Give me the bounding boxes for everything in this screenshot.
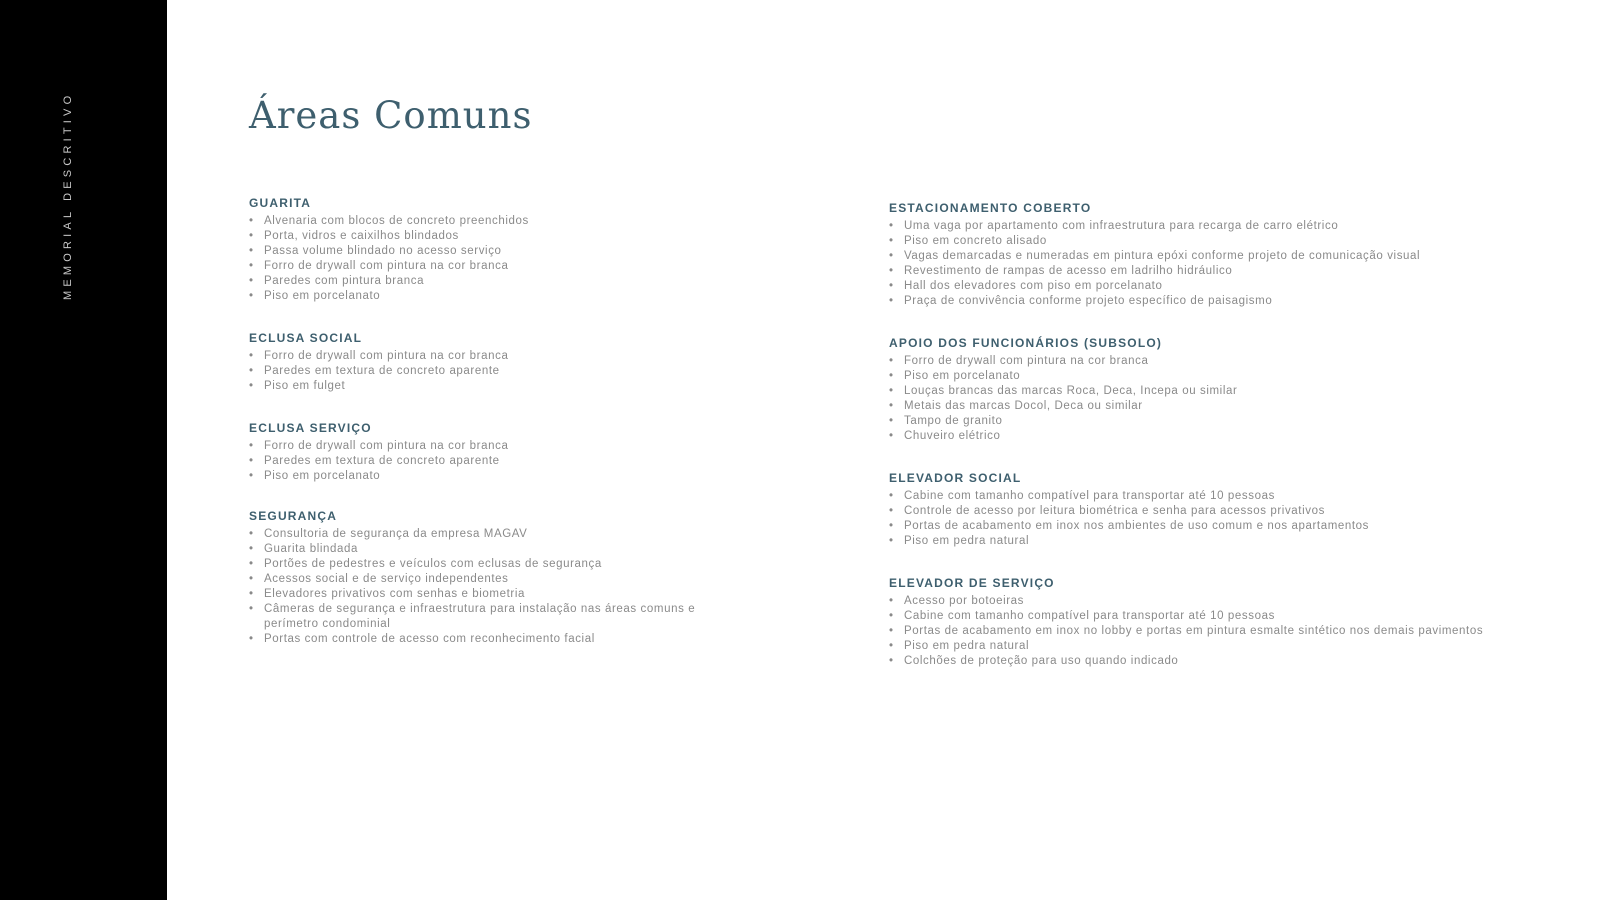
bullet-icon: • [889, 250, 894, 262]
list-item: • Forro de drywall com pintura na cor branca [249, 440, 509, 452]
list-item: • Guarita blindada [249, 543, 358, 555]
section-heading: ECLUSA SERVIÇO [249, 421, 372, 435]
list-item: • Paredes com pintura branca [249, 275, 425, 287]
section-eclusa-social [249, 330, 809, 394]
list-item: • Piso em porcelanato [249, 470, 381, 482]
bullet-icon: • [889, 415, 894, 427]
section-heading: ELEVADOR SOCIAL [889, 471, 1022, 485]
bullet-icon: • [249, 290, 254, 302]
list-item: • Portas de acabamento em inox no lobby e portas em pintura esmalte sintético nos demais pavimentos [889, 625, 1484, 637]
left-column [249, 195, 809, 673]
bullet-icon: • [249, 573, 254, 585]
section-heading: ELEVADOR DE SERVIÇO [889, 576, 1055, 590]
list-item: • Revestimento de rampas de acesso em ladrilho hidráulico [889, 265, 1233, 277]
list-item: • Piso em concreto alisado [889, 235, 1047, 247]
list-item: • Praça de convivência conforme projeto específico de paisagismo [889, 295, 1273, 307]
list-item: • Acessos social e de serviço independentes [249, 573, 509, 585]
item-list [249, 349, 809, 394]
section-heading: SEGURANÇA [249, 509, 338, 523]
bullet-icon: • [249, 455, 254, 467]
bullet-icon: • [249, 633, 254, 645]
bullet-icon: • [249, 365, 254, 377]
bullet-icon: • [889, 385, 894, 397]
list-item: • Porta, vidros e caixilhos blindados [249, 230, 459, 242]
bullet-icon: • [249, 230, 254, 242]
bullet-icon: • [249, 440, 254, 452]
item-list [889, 489, 1569, 549]
list-item: • Acesso por botoeiras [889, 595, 1025, 607]
bullet-icon: • [889, 595, 894, 607]
section-elevador-servico [889, 575, 1569, 669]
section-heading: ECLUSA SOCIAL [249, 331, 363, 345]
bullet-icon: • [889, 265, 894, 277]
list-item: • Paredes em textura de concreto aparente [249, 365, 500, 377]
bullet-icon: • [249, 350, 254, 362]
list-item: • Hall dos elevadores com piso em porcelanato [889, 280, 1163, 292]
list-item: • Chuveiro elétrico [889, 430, 1001, 442]
sidebar-label: MEMORIAL DESCRITIVO [62, 91, 74, 300]
bullet-icon: • [249, 260, 254, 272]
sidebar [0, 0, 167, 900]
list-item: • Forro de drywall com pintura na cor branca [249, 350, 509, 362]
bullet-icon: • [889, 355, 894, 367]
list-item: • Vagas demarcadas e numeradas em pintura epóxi conforme projeto de comunicação visual [889, 250, 1421, 262]
bullet-icon: • [889, 640, 894, 652]
bullet-icon: • [889, 505, 894, 517]
bullet-icon: • [889, 535, 894, 547]
list-item: • Metais das marcas Docol, Deca ou similar [889, 400, 1143, 412]
list-item: • Forro de drywall com pintura na cor branca [249, 260, 509, 272]
list-item: • Louças brancas das marcas Roca, Deca, Incepa ou similar [889, 385, 1238, 397]
section-heading: ESTACIONAMENTO COBERTO [889, 201, 1092, 215]
section-apoio-funcionarios [889, 335, 1569, 444]
list-item: • Piso em pedra natural [889, 535, 1030, 547]
section-heading: GUARITA [249, 196, 312, 210]
bullet-icon: • [889, 400, 894, 412]
bullet-icon: • [889, 235, 894, 247]
item-list [249, 527, 809, 647]
item-list [889, 594, 1569, 669]
list-item: • Piso em porcelanato [249, 290, 381, 302]
bullet-icon: • [889, 625, 894, 637]
bullet-icon: • [249, 275, 254, 287]
section-estacionamento-coberto [889, 200, 1569, 309]
item-list [249, 439, 809, 484]
section-guarita [249, 195, 809, 304]
list-item: • Piso em porcelanato [889, 370, 1021, 382]
bullet-icon: • [889, 655, 894, 667]
list-item: • Piso em pedra natural [889, 640, 1030, 652]
bullet-icon: • [249, 380, 254, 392]
list-item: • Portas de acabamento em inox nos ambientes de uso comum e nos apartamentos [889, 520, 1370, 532]
section-eclusa-servico [249, 420, 809, 484]
list-item: • Uma vaga por apartamento com infraestrutura para recarga de carro elétrico [889, 220, 1339, 232]
list-item: • Colchões de proteção para uso quando indicado [889, 655, 1179, 667]
bullet-icon: • [889, 295, 894, 307]
list-item: • Controle de acesso por leitura biométrica e senha para acessos privativos [889, 505, 1325, 517]
list-item: • Forro de drywall com pintura na cor branca [889, 355, 1149, 367]
list-item: • Consultoria de segurança da empresa MAGAV [249, 528, 528, 540]
list-item: • Passa volume blindado no acesso serviço [249, 245, 502, 257]
bullet-icon: • [889, 370, 894, 382]
bullet-icon: • [249, 470, 254, 482]
section-heading: APOIO DOS FUNCIONÁRIOS (SUBSOLO) [889, 336, 1163, 350]
list-item: • Alvenaria com blocos de concreto preenchidos [249, 215, 529, 227]
list-item: • Paredes em textura de concreto aparente [249, 455, 500, 467]
bullet-icon: • [889, 490, 894, 502]
list-item: • Cabine com tamanho compatível para transportar até 10 pessoas [889, 610, 1275, 622]
section-elevador-social [889, 470, 1569, 549]
item-list [889, 219, 1569, 309]
list-item: • Piso em fulget [249, 380, 346, 392]
list-item: • Elevadores privativos com senhas e biometria [249, 588, 525, 600]
page-title: Áreas Comuns [249, 94, 533, 137]
bullet-icon: • [249, 603, 254, 615]
bullet-icon: • [249, 543, 254, 555]
list-item: • Portões de pedestres e veículos com eclusas de segurança [249, 558, 602, 570]
bullet-icon: • [249, 245, 254, 257]
bullet-icon: • [889, 430, 894, 442]
list-item: • Cabine com tamanho compatível para transportar até 10 pessoas [889, 490, 1275, 502]
bullet-icon: • [249, 558, 254, 570]
bullet-icon: • [889, 610, 894, 622]
list-item: • Portas com controle de acesso com reconhecimento facial [249, 633, 595, 645]
bullet-icon: • [889, 520, 894, 532]
item-list [889, 354, 1569, 444]
section-seguranca [249, 508, 809, 647]
bullet-icon: • [249, 528, 254, 540]
list-item: • Câmeras de segurança e infraestrutura para instalação nas áreas comuns e perímetro condominial [249, 603, 696, 630]
bullet-icon: • [249, 588, 254, 600]
list-item: • Tampo de granito [889, 415, 1003, 427]
bullet-icon: • [249, 215, 254, 227]
bullet-icon: • [889, 280, 894, 292]
right-column [889, 200, 1569, 695]
bullet-icon: • [889, 220, 894, 232]
item-list [249, 214, 809, 304]
